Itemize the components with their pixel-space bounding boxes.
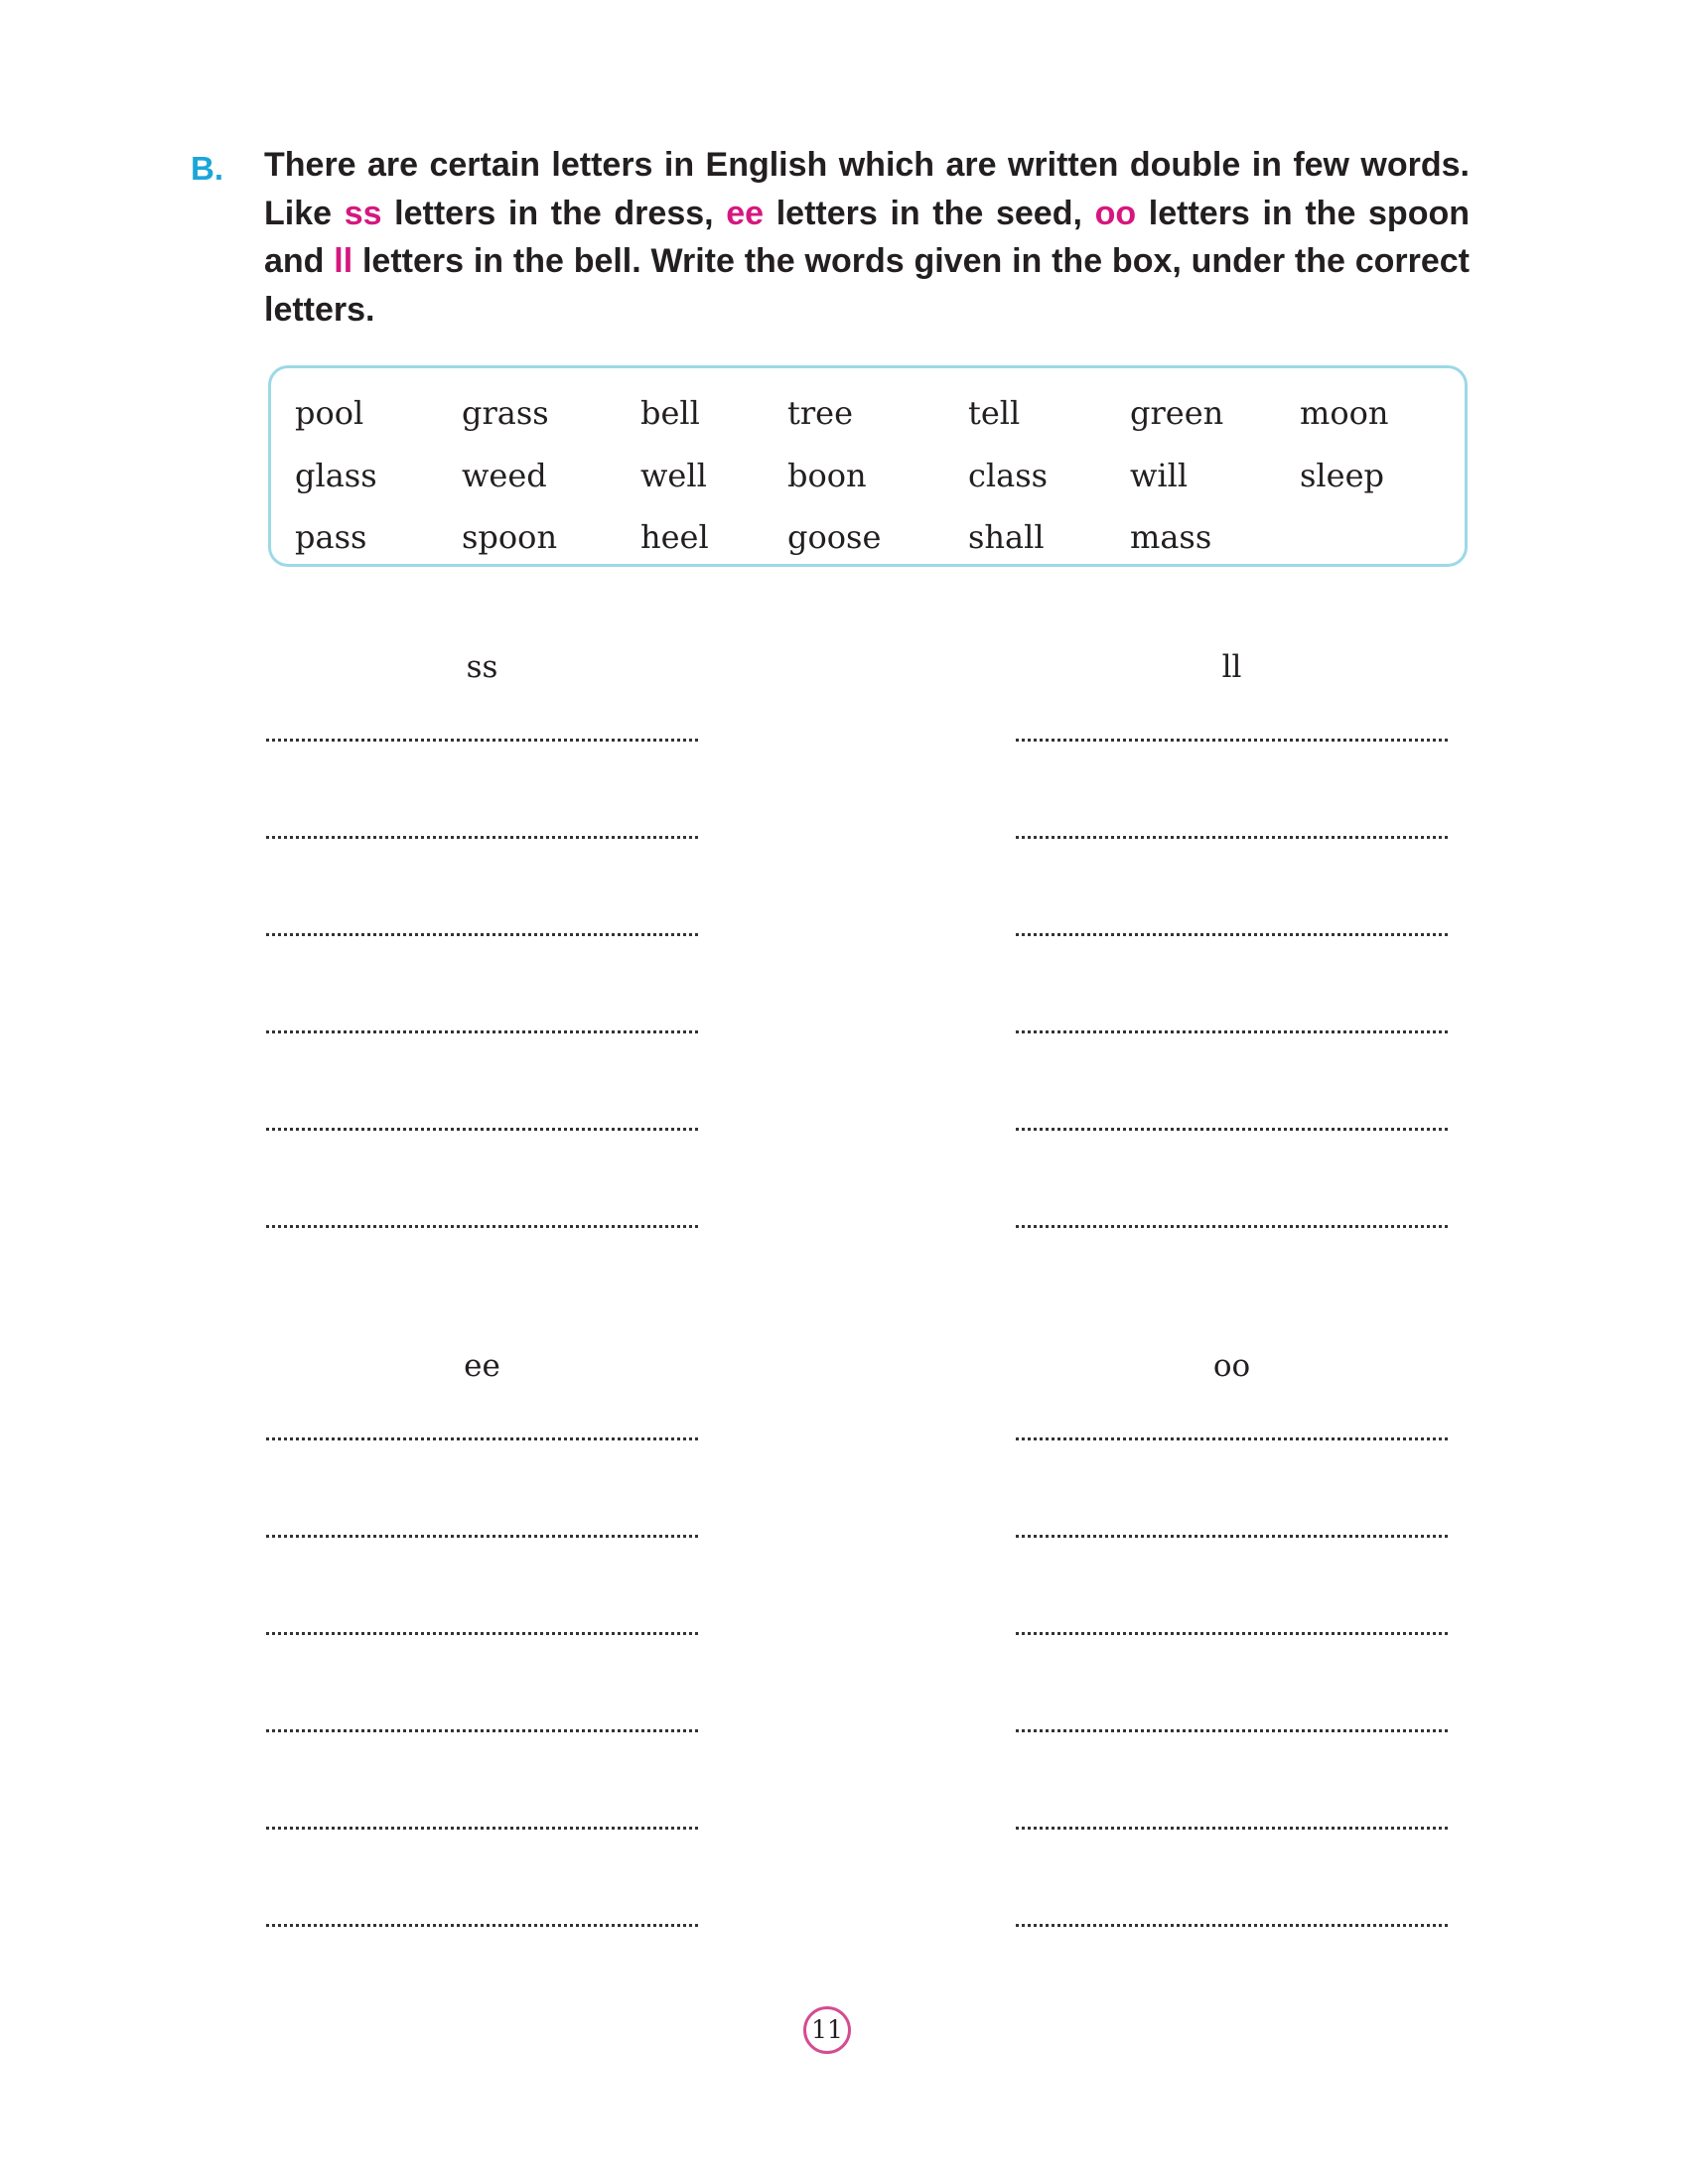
word-grid xyxy=(295,382,1455,569)
word-item: heel xyxy=(640,518,709,556)
word-box xyxy=(268,365,1468,567)
answer-line[interactable] xyxy=(266,1729,698,1732)
instruction-text-part: There are certain letters in English which are written double in few words. Like xyxy=(264,146,1470,232)
word-item: class xyxy=(968,456,1049,494)
instruction-text-part: letters in the seed, xyxy=(764,194,1095,232)
word-item: sleep xyxy=(1300,456,1385,494)
answer-line[interactable] xyxy=(1016,1729,1448,1732)
group-oo xyxy=(1016,1346,1448,1927)
answer-lines-ee xyxy=(266,1437,698,1927)
word-item: grass xyxy=(462,394,549,432)
word-item: weed xyxy=(462,456,547,494)
word-item: green xyxy=(1130,394,1224,432)
answer-line[interactable] xyxy=(1016,1632,1448,1635)
group-ll xyxy=(1016,647,1448,1228)
highlight-ee: ee xyxy=(726,194,765,232)
group-label-ss: ss xyxy=(466,649,498,685)
answer-line[interactable] xyxy=(266,1030,698,1033)
answer-line[interactable] xyxy=(266,1632,698,1635)
group-ee xyxy=(266,1346,698,1927)
word-item: pool xyxy=(295,394,364,432)
answer-line[interactable] xyxy=(266,1924,698,1927)
answer-line[interactable] xyxy=(1016,1924,1448,1927)
word-item: tell xyxy=(968,394,1021,432)
instruction-text-part: letters in the spoon and xyxy=(264,194,1470,280)
answer-line[interactable] xyxy=(266,1437,698,1440)
answer-line[interactable] xyxy=(266,1535,698,1538)
word-item: moon xyxy=(1300,394,1389,432)
word-item: well xyxy=(640,456,707,494)
word-item: shall xyxy=(968,518,1045,556)
answer-line[interactable] xyxy=(1016,1437,1448,1440)
answer-lines-ll xyxy=(1016,739,1448,1228)
word-item: spoon xyxy=(462,518,558,556)
section-letter: B. xyxy=(191,150,223,187)
answer-lines-oo xyxy=(1016,1437,1448,1927)
group-ss xyxy=(266,647,698,1228)
answer-line[interactable] xyxy=(266,836,698,839)
word-item: goose xyxy=(787,518,882,556)
answer-line[interactable] xyxy=(1016,1535,1448,1538)
answer-line[interactable] xyxy=(266,1128,698,1131)
instructions-text xyxy=(264,141,1470,334)
highlight-oo: oo xyxy=(1094,194,1137,232)
answer-line[interactable] xyxy=(1016,1225,1448,1228)
word-item: boon xyxy=(787,456,867,494)
highlight-ll: ll xyxy=(334,242,353,280)
word-item: will xyxy=(1130,456,1189,494)
answer-line[interactable] xyxy=(1016,933,1448,936)
word-item xyxy=(1300,506,1459,569)
highlight-ss: ss xyxy=(344,194,382,232)
answer-line[interactable] xyxy=(1016,1827,1448,1830)
answer-line[interactable] xyxy=(1016,739,1448,742)
answer-line[interactable] xyxy=(1016,1030,1448,1033)
answer-line[interactable] xyxy=(1016,836,1448,839)
answer-line[interactable] xyxy=(266,739,698,742)
answer-line[interactable] xyxy=(266,933,698,936)
word-item: tree xyxy=(787,394,854,432)
word-item: bell xyxy=(640,394,700,432)
instruction-text-part: letters in the dress, xyxy=(381,194,727,232)
group-label-ee: ee xyxy=(464,1348,500,1384)
answer-line[interactable] xyxy=(266,1827,698,1830)
word-item: mass xyxy=(1130,518,1212,556)
page-number: 11 xyxy=(803,2006,851,2054)
answer-lines-ss xyxy=(266,739,698,1228)
group-label-oo: oo xyxy=(1212,1348,1251,1384)
answer-line[interactable] xyxy=(1016,1128,1448,1131)
word-item: pass xyxy=(295,518,367,556)
word-item: glass xyxy=(295,456,377,494)
instruction-text-part: letters in the bell. Write the words given in the box, under the correct letters. xyxy=(264,242,1470,329)
group-label-ll: ll xyxy=(1221,649,1242,685)
answer-line[interactable] xyxy=(266,1225,698,1228)
